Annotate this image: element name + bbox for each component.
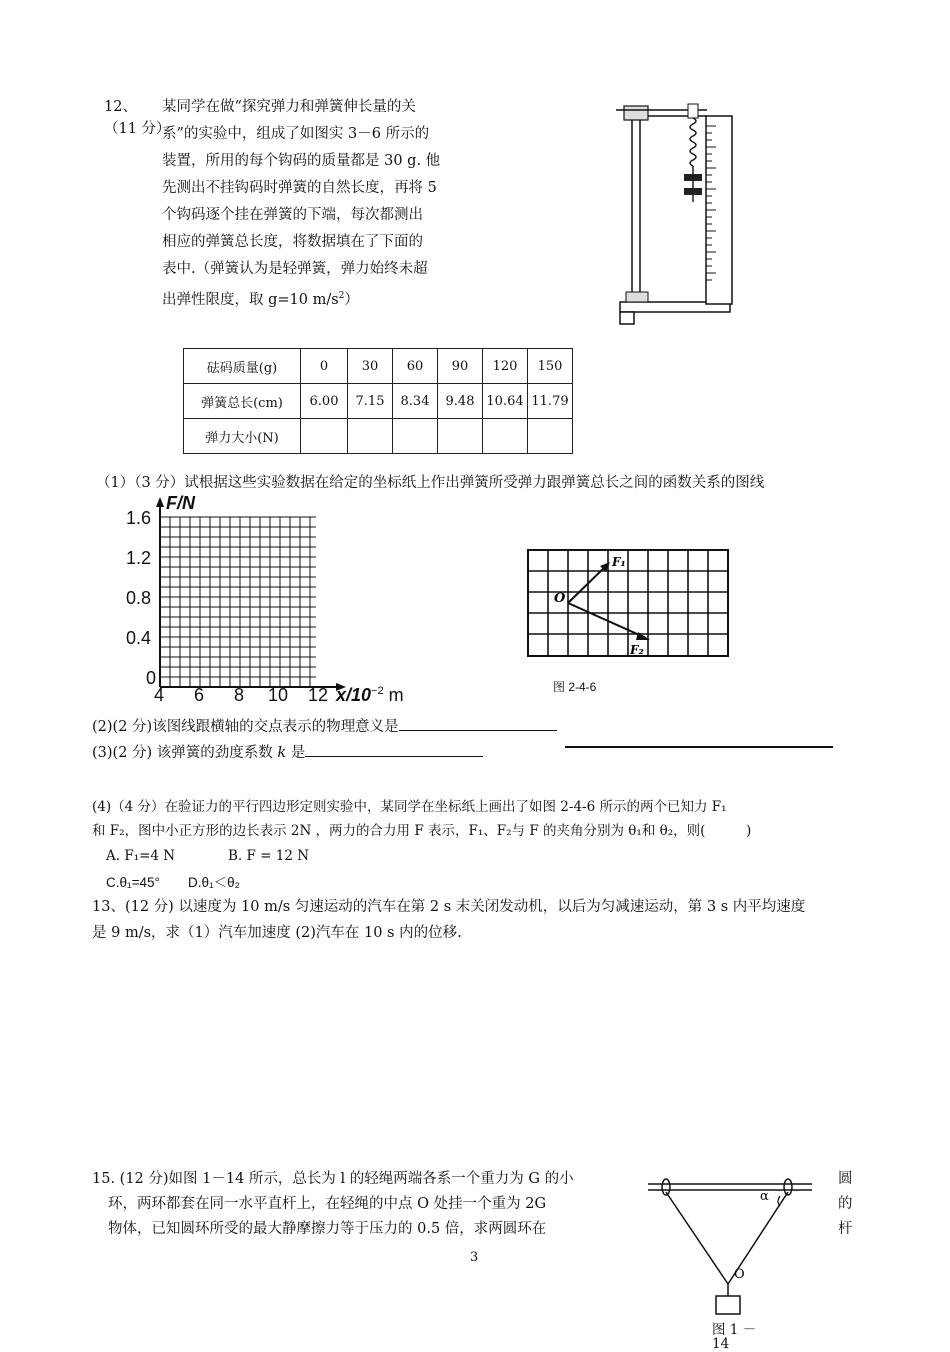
y-tick: 0.4 xyxy=(126,628,152,648)
y-tick: 1.6 xyxy=(126,508,152,528)
q15-right-char: 圆 xyxy=(838,1171,853,1187)
q12-part2: (2)(2 分)该图线跟横轴的交点表示的物理意义是 xyxy=(92,714,557,741)
table-cell: 120 xyxy=(483,349,528,384)
q12-line-last: 出弹性限度，取 g=10 $m/s^2$） xyxy=(162,291,359,308)
q13-line2: 是 9 m/s，求（1）汽车加速度 (2)汽车在 10 s 内的位移. xyxy=(92,925,462,941)
option-a[interactable]: A. F₁=4 N xyxy=(106,848,176,864)
q15-line2: 环，两环都套在同一水平直杆上，在轻绳的中点 O 处挂一个重为 2G xyxy=(108,1196,547,1212)
q15-line3: 物体，已知圆环所受的最大静摩擦力等于压力的 0.5 倍，求两圆环在 xyxy=(108,1221,547,1237)
page-number: 3 xyxy=(470,1250,479,1265)
q12-line: 相应的弹簧总长度，将数据填在了下面的 xyxy=(162,234,423,250)
table-cell-empty[interactable] xyxy=(438,419,483,454)
part4-line1: (4)（4 分）在验证力的平行四边形定则实验中，某同学在坐标纸上画出了如图 2-4-6 所示的两个已知力 F₁ xyxy=(92,799,727,815)
q12-text xyxy=(162,94,440,314)
answer-blank[interactable] xyxy=(399,715,557,731)
table-cell: 150 xyxy=(528,349,573,384)
table-cell: 9.48 xyxy=(438,384,483,419)
q12-part1: （1）（3 分）试根据这些实验数据在给定的坐标纸上作出弹簧所受弹力跟弹簧总长之间的函数关系的图线 xyxy=(96,475,765,491)
table-row-force xyxy=(184,419,573,454)
table-cell: 30 xyxy=(348,349,393,384)
table-cell: 10.64 xyxy=(483,384,528,419)
q12-score: （11 分） xyxy=(104,121,171,137)
x-tick: 12 xyxy=(308,685,329,705)
force-diagram-figure xyxy=(526,548,732,660)
table-cell: 6.00 xyxy=(301,384,348,419)
option-b[interactable]: B. F = 12 N xyxy=(228,848,310,864)
q12-part3: (3)(2 分) 该弹簧的劲度系数 k 是 xyxy=(92,740,483,767)
table-cell: 8.34 xyxy=(393,384,438,419)
option-d[interactable]: D.θ₁＜θ₂ xyxy=(188,875,240,890)
f1-label: F₁ xyxy=(612,555,626,569)
q12-line: 表中.（弹簧认为是轻弹簧，弹力始终未超 xyxy=(162,261,428,277)
spring-data-table xyxy=(183,348,573,454)
part4-line2: 和 F₂，图中小正方形的边长表示 2N ，两力的合力用 F 表示，F₁、F₂与 F 的夹角分别为 θ₁和 θ₂，则( ) xyxy=(92,823,752,839)
row-label: 弹力大小(N) xyxy=(184,419,301,454)
x-tick: 8 xyxy=(234,685,245,705)
fig114-caption: 图 1 － xyxy=(712,1322,757,1338)
y-tick: 1.2 xyxy=(126,548,152,568)
divider-line xyxy=(565,746,833,748)
f2-label: F₂ xyxy=(630,643,644,657)
q12-line: 装置，所用的每个钩码的质量都是 30 g. 他 xyxy=(162,153,441,169)
alpha-label: α xyxy=(760,1189,769,1204)
y-tick: 0 xyxy=(146,668,157,688)
origin-label: O xyxy=(554,591,566,606)
table-cell: 60 xyxy=(393,349,438,384)
q12-line: 某同学在做“探究弹力和弹簧伸长量的关 xyxy=(162,99,416,115)
answer-blank[interactable] xyxy=(305,741,483,757)
q12-line: 个钩码逐个挂在弹簧的下端，每次都测出 xyxy=(162,207,423,223)
table-cell-empty[interactable] xyxy=(393,419,438,454)
table-cell-empty[interactable] xyxy=(483,419,528,454)
table-cell-empty[interactable] xyxy=(301,419,348,454)
graph-paper-figure xyxy=(118,495,428,710)
q13-line1: 13、(12 分) 以速度为 10 m/s 匀速运动的汽车在第 2 s 末关闭发动机，以后为匀减速运动，第 3 s 内平均速度 xyxy=(92,899,806,915)
table-cell: 0 xyxy=(301,349,348,384)
table-cell: 90 xyxy=(438,349,483,384)
x-tick: 4 xyxy=(154,685,165,705)
q12-line: 系”的实验中，组成了如图实 3－6 所示的 xyxy=(162,126,430,142)
y-tick: 0.8 xyxy=(126,588,152,608)
table-cell-empty[interactable] xyxy=(348,419,393,454)
y-axis-label: F/N xyxy=(166,493,195,513)
table-cell: 11.79 xyxy=(528,384,573,419)
table-row-length xyxy=(184,384,573,419)
q12-number: 12、 xyxy=(104,99,137,115)
row-label: 弹簧总长(cm) xyxy=(184,384,301,419)
q12-line: 先测出不挂钩码时弹簧的自然长度，再将 5 xyxy=(162,180,437,196)
table-cell: 7.15 xyxy=(348,384,393,419)
q15-right-char: 的 xyxy=(838,1196,853,1212)
fig114-caption-2: 14 xyxy=(712,1336,730,1352)
x-tick: 6 xyxy=(194,685,205,705)
q15-right-char: 杆 xyxy=(838,1221,853,1237)
row-label: 砝码质量(g) xyxy=(184,349,301,384)
o-label: O xyxy=(734,1267,745,1282)
table-row-mass xyxy=(184,349,573,384)
option-c[interactable]: C.θ₁=45° xyxy=(106,875,160,890)
spring-apparatus-figure xyxy=(612,98,737,330)
table-cell-empty[interactable] xyxy=(528,419,573,454)
x-tick: 10 xyxy=(268,685,289,705)
q15-line1: 15. (12 分)如图 1－14 所示，总长为 l 的轻绳两端各系一个重力为 G 的小 xyxy=(92,1171,574,1187)
figure-caption: 图 2-4-6 xyxy=(553,680,597,694)
x-axis-label: $x/10^{-2}$ m xyxy=(336,685,404,705)
